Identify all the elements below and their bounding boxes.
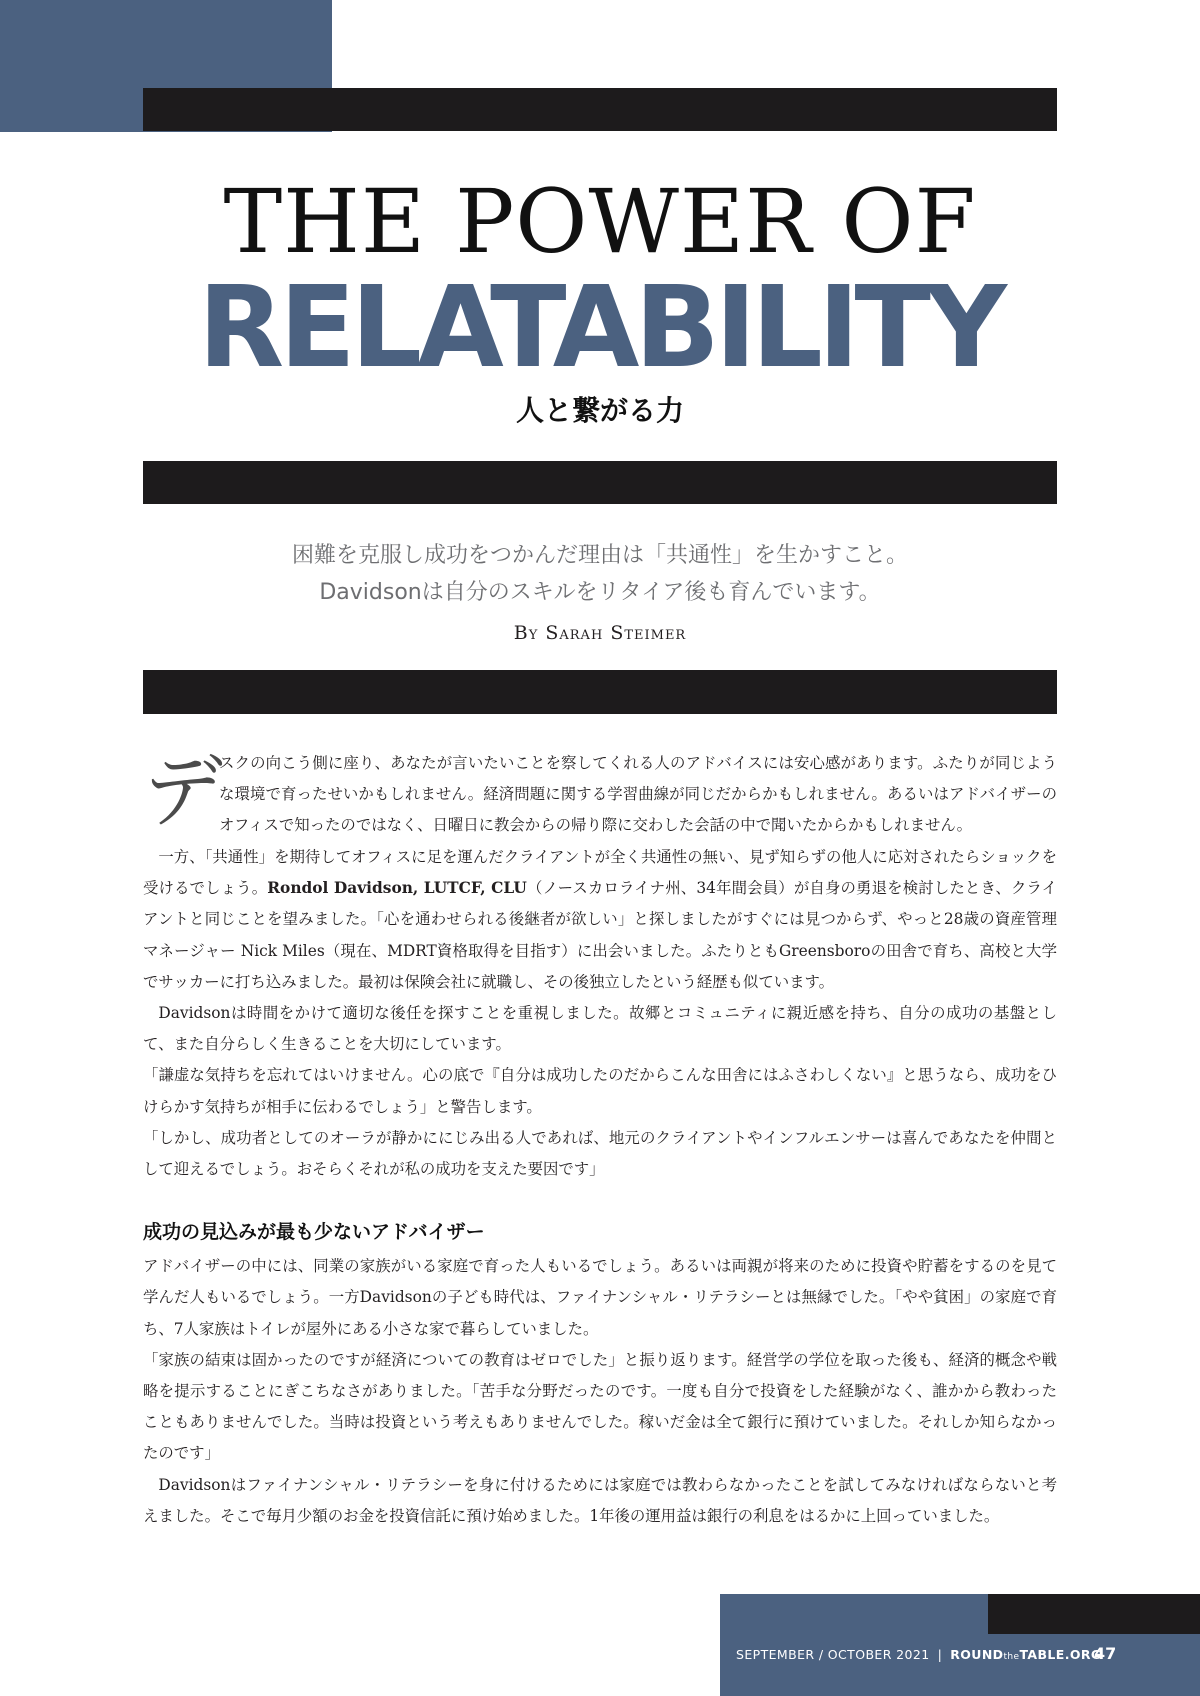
title-line-1: THE POWER OF <box>223 170 977 273</box>
drop-cap: デ <box>143 745 223 838</box>
article-body <box>143 745 1058 1532</box>
paragraph: Davidsonはファイナンシャル・リテラシーを身に付けるためには家庭では教わらなかったことを試してみなければならないと考えました。そこで毎月少額のお金を投資信託に預け始めました。1年後の運用益は銀行の利息をはるかに上回っていました。 <box>143 1475 1057 1525</box>
deck-line-1: 困難を克服し成功をつかんだ理由は「共通性」を生かすこと。 <box>291 543 908 568</box>
footer-black-bar <box>988 1594 1200 1634</box>
footer-info <box>736 1647 1116 1662</box>
footer-separator: | <box>937 1647 943 1662</box>
member-name: Rondol Davidson, LUTCF, CLU <box>267 879 527 898</box>
paragraph: Davidsonは時間をかけて適切な後任を探すことを重視しました。故郷とコミュニティに親近感を持ち、自分の成功の基盤として、また自分らしく生きることを大切にしています。 <box>143 1004 1057 1054</box>
japanese-title: 人と繋がる力 <box>515 394 684 427</box>
paragraph <box>143 842 1057 998</box>
site-name-part: ROUND <box>950 1647 1004 1662</box>
paragraph: 「家族の結束は固かったのですが経済についての教育はゼロでした」と振り返ります。経営学の学位を取った後も、経済的概念や戦略を提示することにぎこちなさがありました。「苦手な分野だったのです。一度も自分で投資をした経験がなく、誰かから教わったこともありませんでした。当時は投資という考えもありませんでした。稼いだ金は全て銀行に預けていました。それしか知らなかったのです」 <box>143 1350 1057 1463</box>
page-number: 47 <box>1094 1644 1117 1663</box>
first-paragraph-block <box>143 745 1057 842</box>
paragraph-text: （ノースカロライナ州、34年間会員）が自身の勇退を検討したとき、クライアントと同じことを望みました。「心を通わせられる後継者が欲しい」と探しましたがすぐには見つからず、やっと28歳の資産管理マネージャー Nick Miles（現在、MDRT資格取得を目指す）に出会いました。ふたりともGreensboroの田舎で育ち、高校と大学でサッカーに打ち込みました。最初は保険会社に就職し、その後独立したという経歴も似ています。 <box>143 879 1058 991</box>
article-divider-bar <box>143 670 1057 714</box>
section-heading: 成功の見込みが最も少ないアドバイザー <box>143 1221 485 1244</box>
top-divider-bar <box>143 88 1057 131</box>
issue-date: SEPTEMBER / OCTOBER 2021 <box>736 1647 930 1662</box>
byline <box>0 622 1200 644</box>
title-line-2: RELATABILITY <box>197 263 1003 393</box>
site-name-part: TABLE.ORG <box>1019 1647 1102 1662</box>
deck-line-2: Davidsonは自分のスキルをリタイア後も育んでいます。 <box>319 580 881 605</box>
byline-author: Sarah Steimer <box>545 622 687 644</box>
site-name <box>950 1647 1101 1662</box>
paragraph: アドバイザーの中には、同業の家族がいる家庭で育った人もいるでしょう。あるいは両親が将来のために投資や貯蓄をするのを見て学んだ人もいるでしょう。一方Davidsonの子ども時代は、ファイナンシャル・リテラシーとは無縁でした。「やや貧困」の家庭で育ち、7人家族はトイレが屋外にある小さな家で暮らしていました。 <box>143 1257 1057 1338</box>
site-name-part: the <box>1003 1652 1020 1662</box>
paragraph: 「謙虚な気持ちを忘れてはいけません。心の底で『自分は成功したのだからこんな田舎にはふさわしくない』と思うなら、成功をひけらかす気持ちが相手に伝わるでしょう」と警告します。 <box>143 1066 1057 1116</box>
paragraph: 「しかし、成功者としてのオーラが静かににじみ出る人であれば、地元のクライアントやインフルエンサーは喜んであなたを仲間として迎えるでしょう。おそらくそれが私の成功を支えた要因です」 <box>143 1128 1057 1179</box>
paragraph: スクの向こう側に座り、あなたが言いたいことを察してくれる人のアドバイスには安心感があります。ふたりが同じような環境で育ったせいかもしれません。経済問題に関する学習曲線が同じだからかもしれません。あるいはアドバイザーのオフィスで知ったのではなく、日曜日に教会からの帰り際に交わした会話の中で聞いたからかもしれません。 <box>219 754 1057 835</box>
byline-prefix: By <box>513 622 539 644</box>
paragraph-text: 一方、「共通性」を期待してオフィスに足を運んだクライアントが全く共通性の無い、見ず知らずの他人に応対されたらショックを受けるでしょう。 <box>143 848 1057 898</box>
title-divider-bar <box>143 461 1057 504</box>
